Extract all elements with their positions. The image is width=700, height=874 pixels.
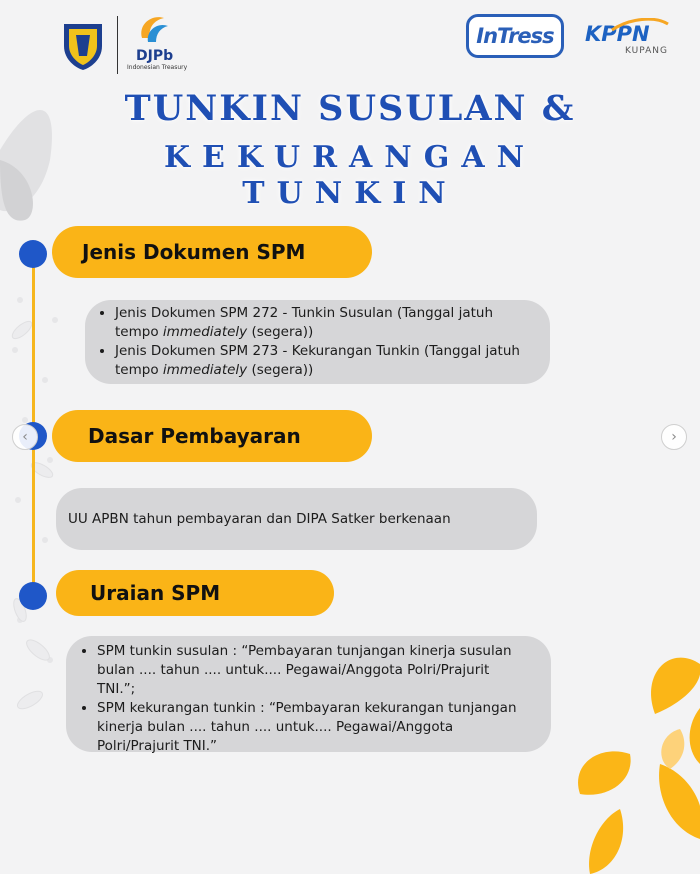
kppn-logo-subtitle: KUPANG — [625, 46, 668, 56]
section-heading-label: Uraian SPM — [90, 581, 221, 605]
list-item: • Jenis Dokumen SPM 272 - Tunkin Susulan (Tanggal jatuh tempo immediately (segera)) — [115, 304, 532, 342]
chevron-left-icon: ‹ — [22, 429, 28, 445]
page-title-line-3: TUNKIN — [242, 176, 458, 211]
logo-divider — [117, 16, 118, 74]
next-slide-button[interactable] — [661, 424, 687, 450]
djpb-logo-text: DJPb — [136, 48, 174, 64]
djpb-logo-subtitle: Indonesian Treasury — [127, 64, 188, 71]
kppn-logo-text: KPPN — [585, 22, 650, 46]
list-item: • SPM kekurangan tunkin : “Pembayaran kekurangan tunjangan kinerja bulan .... tahun .... untuk.... Pegawai/Anggota Polri/Prajurit TNI.” — [97, 699, 529, 756]
timeline-dot-1 — [19, 240, 47, 268]
section-heading-uraian-spm — [56, 570, 334, 616]
list-item: • Jenis Dokumen SPM 273 - Kekurangan Tunkin (Tanggal jatuh tempo immediately (segera)) — [115, 342, 532, 380]
chevron-right-icon: › — [671, 429, 677, 445]
kemenkeu-emblem-icon — [60, 20, 106, 72]
section-content-dasar-pembayaran — [56, 488, 537, 550]
intress-logo — [466, 14, 564, 58]
background-petals-right — [560, 634, 700, 874]
section-content-uraian-spm — [66, 636, 551, 752]
section-heading-label: Jenis Dokumen SPM — [82, 240, 306, 264]
page-title-line-1: TUNKIN SUSULAN & — [124, 88, 576, 129]
section-text: UU APBN tahun pembayaran dan DIPA Satker berkenaan — [68, 510, 451, 527]
intress-logo-text: InTress — [476, 24, 554, 48]
timeline-dot-3 — [19, 582, 47, 610]
kppn-swoosh-icon — [610, 18, 670, 32]
section-heading-label: Dasar Pembayaran — [88, 424, 301, 448]
djpb-logo-icon — [134, 12, 174, 46]
page-title-line-2: KEKURANGAN — [163, 140, 537, 175]
section-heading-dasar-pembayaran — [52, 410, 372, 462]
list-item: • SPM tunkin susulan : “Pembayaran tunjangan kinerja susulan bulan .... tahun .... untuk.... Pegawai/Anggota Polri/Prajurit TNI.”; — [97, 642, 529, 699]
section-content-jenis-dokumen — [85, 300, 550, 384]
previous-slide-button[interactable] — [12, 424, 38, 450]
header-logos — [0, 10, 700, 80]
section-heading-jenis-dokumen — [52, 226, 372, 278]
